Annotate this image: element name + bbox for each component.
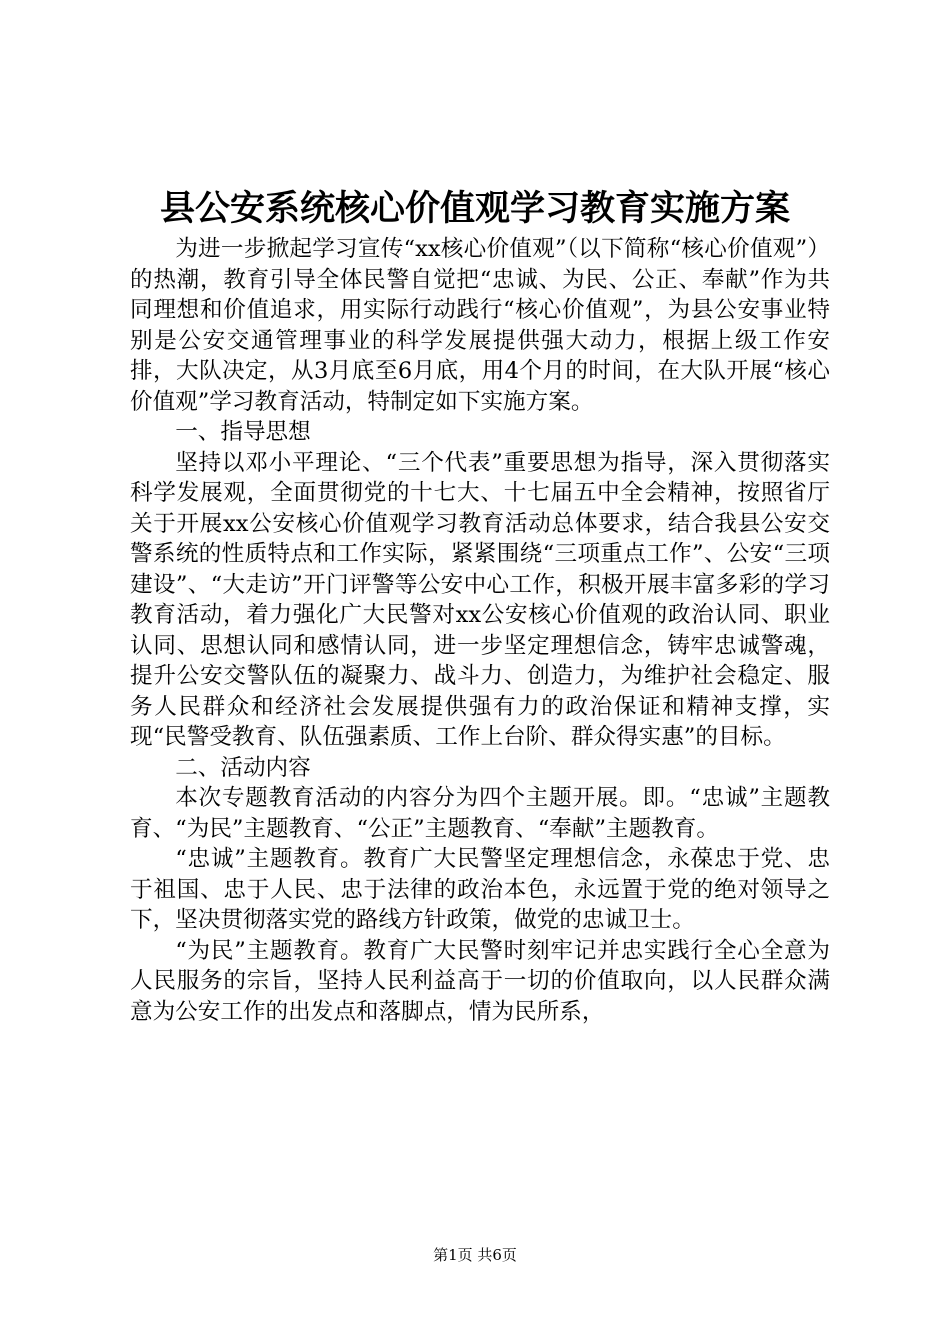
paragraph-intro: 为进一步掀起学习宣传“xx核心价值观”（以下简称“核心价值观”）的热潮，教育引导全体民警自觉把“忠诚、为民、公正、奉献”作为共同理想和价值追求，用实际行动践行“核心价值观”，为县公安事业特别是公安交通管理事业的科学发展提供强大动力，根据上级工作安排，大队决定，从3月底至6月底，用4个月的时间，在大队开展“核心价值观”学习教育活动，特制定如下实施方案。 — [130, 236, 830, 415]
section-heading-guiding-thought: 一、指导思想 — [175, 419, 311, 445]
page-number-footer: 第1页 共6页 — [433, 1246, 517, 1264]
paragraph-loyalty-theme: “忠诚”主题教育。教育广大民警坚定理想信念，永葆忠于党、忠于祖国、忠于人民、忠于法律的政治本色，永远置于党的绝对领导之下，坚决贯彻落实党的路线方针政策，做党的忠诚卫士。 — [130, 846, 830, 933]
document-title: 县公安系统核心价值观学习教育实施方案 — [159, 188, 790, 229]
paragraph-people-theme: “为民”主题教育。教育广大民警时刻牢记并忠实践行全心全意为人民服务的宗旨，坚持人民利益高于一切的价值取向，以人民群众满意为公安工作的出发点和落脚点，情为民所系， — [130, 937, 830, 1025]
paragraph-guiding-thought: 坚持以邓小平理论、“三个代表”重要思想为指导，深入贯彻落实科学发展观，全面贯彻党的十七大、十七届五中全会精神，按照省厅关于开展xx公安核心价值观学习教育活动总体要求，结合我县公安交警系统的性质特点和工作实际，紧紧围绕“三项重点工作”、公安“三项建设”、“大走访”开门评警等公安中心工作，积极开展丰富多彩的学习教育活动，着力强化广大民警对xx公安核心价值观的政治认同、职业认同、思想认同和感情认同，进一步坚定理想信念，铸牢忠诚警魂，提升公安交警队伍的凝聚力、战斗力、创造力，为维护社会稳定、服务人民群众和经济社会发展提供强有力的政治保证和精神支撑，实现“民警受教育、队伍强素质、工作上台阶、群众得实惠”的目标。 — [130, 449, 830, 750]
document-body — [130, 234, 830, 1027]
section-heading-activity-content: 二、活动内容 — [175, 754, 311, 781]
paragraph-activity-content: 本次专题教育活动的内容分为四个主题开展。即。“忠诚”主题教育、“为民”主题教育、“公正”主题教育、“奉献”主题教育。 — [130, 785, 830, 842]
